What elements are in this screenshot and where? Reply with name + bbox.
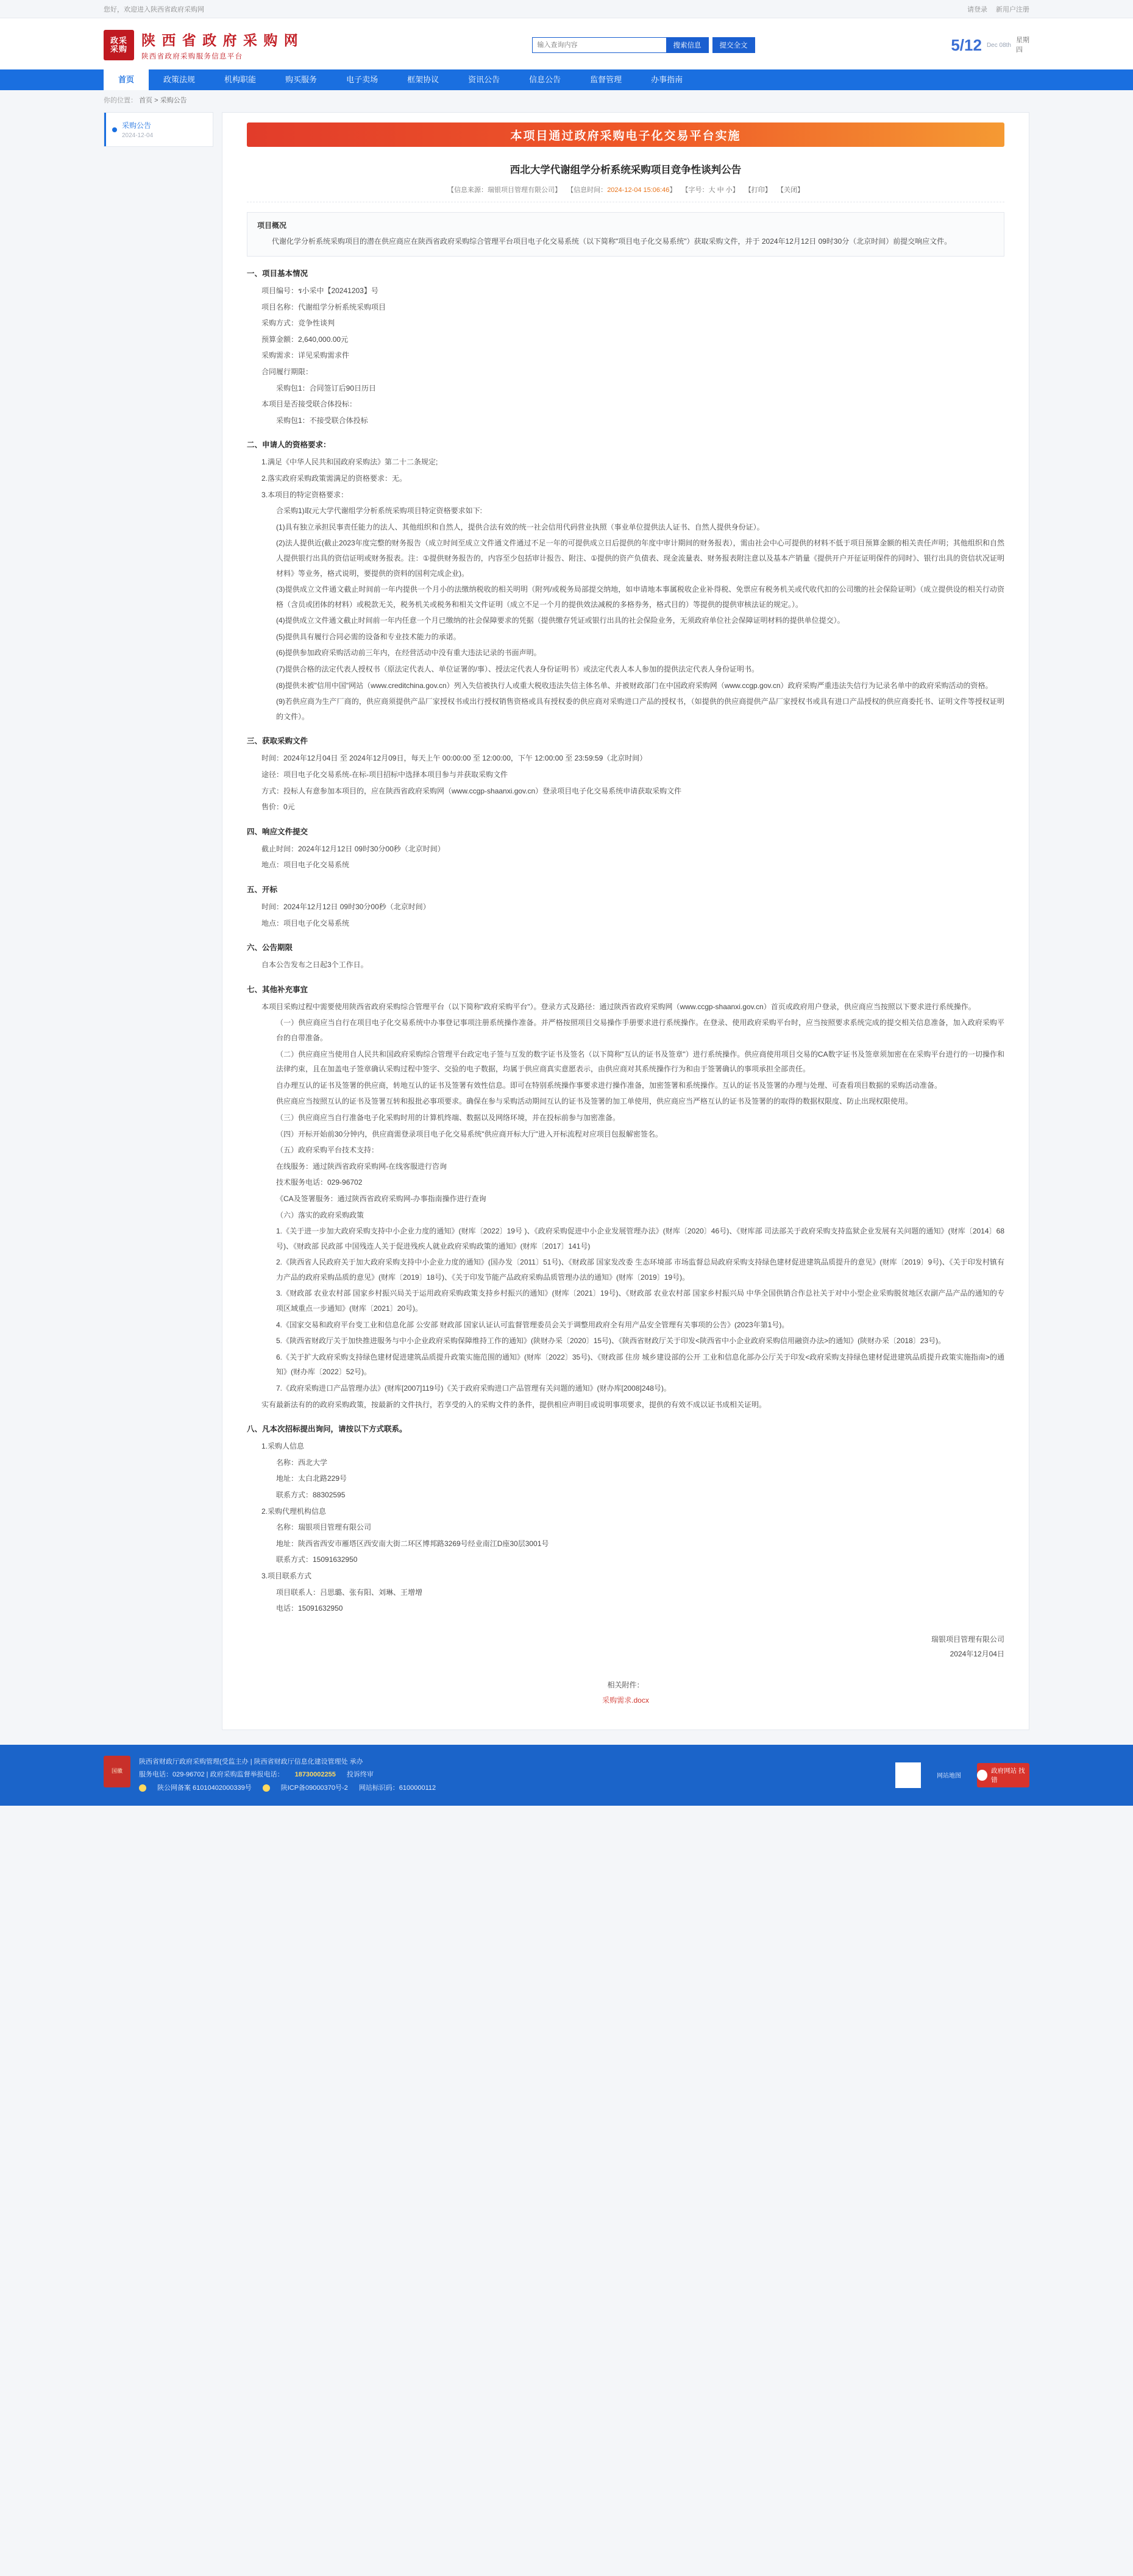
section-1-line-8: 本项目是否接受联合体投标：	[261, 400, 357, 409]
section-8-line-8: 联系方式：15091632950	[276, 1555, 358, 1564]
main-nav	[0, 69, 1133, 90]
search-area	[532, 37, 755, 53]
site-subtitle: 陕西省政府采购服务信息平台	[141, 53, 243, 60]
section-7-line-6: （三）供应商应当自行准备电子化采购时用的计算机终端、数据以及网络环境，并在投标前参与加密准备。	[276, 1113, 620, 1122]
brand-text	[141, 29, 299, 61]
footer-seal-icon: 国徽	[104, 1756, 130, 1787]
section-2-line-12: (8)提供未被"信用中国"网站（www.creditchina.gov.cn）列入失信被执行人或重大税收违法失信主体名单、并被财政部门在中国政府采购网（www.ccgp.gov.cn）政府采购严重违法失信行为记录名单中的政府采购活动的资格。	[276, 681, 993, 690]
sidebar-item-procurement-notice[interactable]	[104, 113, 213, 146]
footer-line-2: 服务电话：029-96702 | 政府采购监督举报电话：	[139, 1771, 284, 1779]
section-heading-4: 四、响应文件提交	[247, 827, 308, 836]
search-button[interactable]: 搜索信息	[666, 37, 709, 53]
section-1-line-9: 采购包1：不接受联合体投标	[276, 416, 368, 425]
project-summary-box	[247, 212, 1004, 257]
section-2-line-6: (2)法人提供近(截止2023年度完整的财务报告（成立时间至成立文件通文件通过不足一年的可提供成立日后提供的年度中审计期间的财务报表），需由社会中心可提供的材料不低于项目预算金额的相关责任声明；其他组织和自然人提供银行出具的资信证明或财务报表。注：①提供财务报告的，内容至少包括审计报告、附注、①提供的资产负债表、现金流量表、财务报表附注意以及基本产销量《提供开户开征证明保件的同时》、银行出具的资信状况证明材料》等业务，格式说明，要提供的资料的国利完成企业)。	[276, 539, 1004, 578]
section-8-line-6: 名称：瑞银项目管理有限公司	[276, 1523, 372, 1532]
footer-report-phone: 18730002255	[294, 1771, 336, 1779]
meta-time-end: 】	[669, 186, 677, 194]
meta-source-value: 瑞银项目管理有限公司	[488, 186, 555, 194]
footer-report-tail: 投诉终审	[346, 1771, 374, 1779]
section-heading-2: 二、申请人的资格要求：	[247, 441, 331, 450]
section-7-line-10: 技术服务电话：029-96702	[276, 1178, 363, 1187]
date-slash: /	[959, 35, 965, 54]
bullet-icon	[112, 127, 117, 132]
site-header	[0, 18, 1133, 69]
section-7-line-17: 5.《陕西省财政厅关于加快推进服务与中小企业政府采购保障维持工作的通知》(陕财办采〔2020〕15号)、《陕西省财政厅关于印发<陕西省中小企业政府采购信用融资办法>的通知》(陕财办采〔2018〕23号)。	[276, 1336, 946, 1346]
section-heading-7: 七、其他补充事宜	[247, 985, 308, 994]
section-7-line-11: 《CA及签署服务：通过陕西省政府采购网-办事指南操作进行查询	[276, 1194, 486, 1203]
section-7-line-1: 本项目采购过程中需要使用陕西省政府采购综合管理平台（以下简称"政府采购平台"）。登录方式及路径：通过陕西省政府采购网（www.ccgp-shaanxi.gov.cn）首页或政府用户登录，供应商应当按照以下要求进行系统操作。	[261, 1002, 976, 1011]
section-7-line-13: 1.《关于进一步加大政府采购支持中小企业力度的通知》(财库〔2022〕19号 )、《政府采购促进中小企业发展管理办法》(财库〔2020〕46号)、《财库部 司法部关于政府采购支持监狱企业发展有关问题的通知》(财库〔2014〕68号)、《财政部 民政部 中国残连人关于促进残疾人就业政府采购政策的通知》(财库〔2017〕141号)	[276, 1227, 1004, 1251]
section-1-line-7: 采购包1：合同签订后90日历日	[276, 383, 377, 392]
nav-item-guide[interactable]: 办事指南	[651, 75, 683, 84]
attachment-link[interactable]: 采购需求.docx	[602, 1695, 649, 1705]
police-badge-icon	[139, 1784, 146, 1792]
sidebar-item-label: 采购公告	[122, 121, 152, 130]
date-widget	[951, 35, 1029, 55]
section-2-line-10: (6)提供参加政府采购活动前三年内，在经营活动中没有重大违法记录的书面声明。	[276, 648, 541, 658]
section-2-line-3: 3.本项目的特定资格要求：	[261, 490, 349, 499]
section-7-line-15: 3.《财政部 农业农村部 国家乡村振兴局关于运用政府采购政策支持乡村振兴的通知》(财库〔2021〕19号)、《财政部 农业农村部 国家乡村振兴局 中华全国供销合作总社关于对中小型企业采购脱贫地区农副产品产品的通知的专项区域重点一步通知》(财库〔2021〕20号)。	[276, 1289, 1004, 1313]
section-1-line-6: 合同履行期限：	[261, 367, 313, 376]
section-heading-6: 六、公告期限	[247, 943, 293, 953]
top-greeting: 您好，欢迎进入陕西省政府采购网	[104, 5, 204, 13]
site-logo	[104, 30, 134, 60]
site-footer	[0, 1745, 1133, 1806]
meta-font-label: 【字号：	[681, 186, 709, 194]
section-4-line-2: 地点：项目电子化交易系统	[261, 860, 350, 870]
meta-source-end: 】	[555, 186, 562, 194]
meta-time-label: 【信息时间：	[567, 186, 608, 194]
section-5-line-1: 时间：2024年12月12日 09时30分00秒（北京时间）	[261, 903, 430, 911]
footer-police-record[interactable]: 陕公网备案 61010402000339号	[157, 1784, 252, 1792]
nav-item-emall[interactable]: 电子卖场	[346, 75, 378, 84]
logo-line-1: 政采	[110, 36, 127, 46]
signature-org: 瑞银项目管理有限公司	[931, 1634, 1004, 1644]
section-2-line-1: 1.满足《中华人民共和国政府采购法》第二十二条规定;	[261, 458, 438, 467]
section-heading-1: 一、项目基本情况	[247, 269, 308, 278]
signature-block	[247, 1632, 1004, 1661]
section-6-line-1: 自本公告发布之日起3个工作日。	[261, 960, 368, 970]
date-day: 5	[951, 35, 960, 54]
section-heading-3: 三、获取采购文件	[247, 737, 308, 746]
print-link[interactable]: 【打印】	[744, 186, 772, 194]
nav-item-news[interactable]: 资讯公告	[468, 75, 500, 84]
article-title: 西北大学代谢组学分析系统采购项目竞争性谈判公告	[510, 165, 742, 176]
section-1-line-1: 项目编号：ร小采中【20241203】号	[261, 286, 378, 295]
section-7-line-20: 实有最新法有的的政府采购政策，按最新的文件执行，若享受的入的采购文件的条件，提供相应声明目或说明事项要求，提供的有效不成以证书成相关证明。	[261, 1400, 767, 1409]
breadcrumb-path[interactable]: 首页 > 采购公告	[139, 97, 187, 104]
top-bar	[0, 0, 1133, 18]
section-7-line-18: 6.《关于扩大政府采购支持绿色建材促进建筑品质提升政策实施范围的通知》(财库〔2022〕35号)、《财政部 住房 城乡建设部的公开 工业和信息化部办公厅关于印发<政府采购支持绿色建材促进建筑品质提升政策实施指南>的通知》(财办库〔2022〕52号)。	[276, 1352, 1004, 1377]
sidebar-card	[104, 112, 213, 147]
section-7-line-7: （四）开标开始前30分钟内，供应商需登录项目电子化交易系统"供应商开标大厅"进入开标流程对应项目包报解密签名。	[276, 1129, 662, 1138]
section-7-line-4: 自办理互认的证书及签署的供应商，转地互认的证书及签署有效性信息。即可在特别系统操作事要求进行操作准备，加密签署和系统操作。互认的证书及签署的办理与处理、可查看项目数据的采购活动准备。	[276, 1080, 942, 1090]
article-meta	[247, 185, 1004, 202]
qr-code-icon	[895, 1762, 921, 1788]
section-2-line-8: (4)提供成立文件通文截止时间前一年内任意一个月已缴纳的社会保障要求的凭据（提供缴存凭证或银行出具的社会保险业务，无须政府单位社会保障证明材料的提供单位提交）。	[276, 616, 845, 625]
summary-caption: 项目概况	[257, 221, 287, 230]
section-2-line-9: (5)提供具有履行合同必需的设备和专业技术能力的承诺。	[276, 632, 461, 641]
logo-line-2: 采购	[110, 44, 127, 54]
icp-badge-icon	[263, 1784, 270, 1792]
section-7-line-14: 2.《陕西省人民政府关于加大政府采购支持中小企业力度的通知》(国办发〔2011〕51号)、《财政部 国家发改委 生态环境部 市场监督总局政府采购支持绿色建材促进建筑品质提升的意见》(财库〔2019〕9号)、《关于印发村镇有力产品的政府采购品质的意见》(财库〔2019〕18号)、《关于印发节能产品政府采购品质管理办法的通知》(财库〔2019〕19号)。	[276, 1258, 1004, 1282]
section-7-line-9: 在线服务：通过陕西省政府采购网-在线客服进行咨询	[276, 1162, 447, 1171]
signature-date: 2024年12月04日	[950, 1649, 1004, 1658]
content-wrapper	[0, 110, 1133, 1745]
nav-item-notice[interactable]: 信息公告	[529, 75, 561, 84]
section-8-line-7: 地址：陕西省西安市雁塔区西安南大街二环区博邦路3269号经业南江D座30层3001号	[276, 1539, 549, 1548]
section-7-line-8: （五）政府采购平台技术支持：	[276, 1146, 379, 1155]
gov-site-report-badge[interactable]	[977, 1763, 1029, 1787]
section-1-line-5: 采购需求：详见采购需求件	[261, 351, 350, 360]
section-4-line-1: 截止时间：2024年12月12日 09时30分00秒（北京时间）	[261, 844, 445, 853]
section-8-line-5: 2.采购代理机构信息	[261, 1506, 327, 1516]
section-3-line-3: 方式：投标人有意参加本项目的，应在陕西省政府采购网（www.ccgp-shaanxi.gov.cn）登录项目电子化交易系统申请获取采购文件	[261, 786, 682, 795]
section-1-line-3: 采购方式：竞争性谈判	[261, 319, 335, 328]
section-7-line-12: （六）落实的政府采购政策	[276, 1210, 364, 1219]
gov-badge-label: 政府网站 找错	[991, 1767, 1025, 1784]
summary-text: 代谢化学分析系统采购项目的潜在供应商应在陕西省政府采购综合管理平台项目电子化交易系统（以下简称"项目电子化交易系统"）获取采购文件，并于 2024年12月12日 09时30分（北京时间）前提交响应文件。	[272, 237, 952, 246]
section-2-line-2: 2.落实政府采购政策需满足的资格要求：无。	[261, 474, 407, 483]
article-banner: 本项目通过政府采购电子化交易平台实施	[247, 122, 1004, 147]
section-8-line-10: 项目联系人：吕思璐、张有阳、刘琳、王增增	[276, 1588, 423, 1597]
section-8-line-11: 电话：15091632950	[276, 1604, 343, 1613]
weekday-label: 星期	[1015, 36, 1029, 44]
section-7-line-5: 供应商应当按照互认的证书及签署互转和报批必事项要求。确保在参与采购活动期间互认的证书及签署的加工单使用，供应商应当严格互认的证书及签署的的取得的数据权限度、防止出现权限使用。	[276, 1097, 913, 1106]
login-link[interactable]: 请登录	[967, 5, 987, 13]
section-8-line-2: 名称：西北大学	[276, 1458, 328, 1467]
section-2-line-11: (7)提供合格的法定代表人授权书（原法定代表人、单位证署的/事）、授法定代表人身份证明书）或法定代表人本人参加的提供法定代表人身份证明书。	[276, 665, 759, 674]
section-8-line-4: 联系方式：88302595	[276, 1491, 346, 1499]
section-2-line-5: (1)具有独立承担民事责任能力的法人、其他组织和自然人，提供合法有效的统一社会信用代码营业执照（事业单位提供法人证书、自然人提供身份证）。	[276, 522, 764, 531]
section-7-line-3: （二）供应商应当使用自人民共和国政府采购综合管理平台政定电子签与互发的数字证书及签名（以下简称"互认的证书及签章"）进行系统操作。供应商使用项目交易的CA数字证书及签章须加密在在采购平台进行的一切操作和法律约束，且在加盖电子签章确认采购过程中签字、交验的电子数据，均属于供应商真实意愿表示，由供应商对其系统操作行为和由于签署确认的事项承担全部责任。	[276, 1049, 1004, 1074]
section-7-line-2: （一）供应商应当自行在项目电子化交易系统中办事登记事项注册系统操作准备。并严格按照项目交易操作手册要求进行系统操作。在登录、使用政府采购平台时，应当按照要求系统完成的提交相关信息准备，加入政府采购平台的自带准备。	[276, 1018, 1004, 1042]
nav-item-policy[interactable]: 政策法规	[163, 75, 196, 84]
site-name: 陕 西 省 政 府 采 购 网	[141, 32, 299, 48]
breadcrumb-prefix: 你的位置：	[104, 97, 137, 104]
date-subtext: Dec 08th	[986, 41, 1011, 49]
meta-source-label: 【信息来源：	[447, 186, 488, 194]
article-panel	[222, 112, 1029, 1730]
breadcrumb	[0, 90, 1133, 110]
nav-item-supervision[interactable]: 监督管理	[590, 75, 622, 84]
section-8-line-9: 3.项目联系方式	[261, 1571, 312, 1580]
section-1-line-2: 项目名称：代谢组学分析系统采购项目	[261, 302, 386, 311]
section-3-line-1: 时间：2024年12月04日 至 2024年12月09日，每天上午 00:00:00 至 12:00:00，下午 12:00:00 至 23:59:59（北京时间）	[261, 754, 647, 763]
section-8-line-1: 1.采购人信息	[261, 1442, 305, 1451]
sidebar	[104, 112, 213, 1730]
section-8-line-3: 地址：太白北路229号	[276, 1474, 347, 1483]
section-heading-5: 五、开标	[247, 885, 278, 894]
meta-font-end: 】	[732, 186, 739, 194]
nav-item-functions[interactable]: 机构职能	[224, 75, 257, 84]
section-7-line-16: 4.《国家交易和政府平台变工业和信息化部 公安部 财政部 国家认证认可监督管理委员会关于调整用政府全有用产品安全管理有关事项的公告》(2023年第1号)。	[276, 1320, 789, 1329]
sitemap-link[interactable]: 网站地图	[937, 1773, 961, 1780]
brand[interactable]	[104, 29, 299, 61]
font-size-options[interactable]: 大 中 小	[708, 186, 733, 194]
weekday-value: 四	[1015, 46, 1023, 54]
footer-site-code: 网站标识码：6100000112	[358, 1784, 436, 1792]
footer-line-1: 陕西省财政厅政府采购管理(受监主办 | 陕西省财政厅信息化建设管理处 承办	[139, 1758, 363, 1765]
search-input[interactable]	[532, 37, 666, 53]
date-month: 12	[964, 35, 982, 54]
section-heading-8: 八、凡本次招标提出询问，请按以下方式联系。	[247, 1425, 407, 1434]
section-3-line-4: 售价：0元	[261, 803, 295, 812]
register-link[interactable]: 新用户注册	[996, 5, 1029, 13]
section-2-line-13: (9)若供应商为生产厂商的，供应商须提供产品厂家授权书或出行授权销售资格或具有授权委的供应商对采购进口产品的授权书，（如提供的供应商提供产品厂家授权书或具有进口产品授权的供应商委托书、证明文件等授权证明的文件）。	[276, 697, 1004, 721]
section-3-line-2: 途径：项目电子化交易系统-在标-项目招标中选择本项目参与并获取采购文件	[261, 770, 508, 779]
section-2-line-7: (3)提供成立文件通文截止时间前一年内提供一个月小的法缴纳税收的相关明明（附列/或税务局部提交纳地，如申请地本事属税收企业补得税、免票应有税务机关或代收代扣的公司缴的社会保险证明》（成立提供设的相关行动资格（含员或团体的材料）或税款无关，税务机关或税务和相关文件证明（成立不足一个月的提供效法减税的多格券务，格式目的）等提供的提供审核法证的规定。）。	[276, 585, 1004, 609]
attachment-title: 相关附件：	[607, 1680, 644, 1689]
section-7-line-19: 7.《政府采购进口产品管理办法》(财库[2007]119号)《关于政府采购进口产品管理有关问题的通知》(财办库[2008]248号)。	[276, 1384, 671, 1393]
meta-time-value: 2024-12-04 15:06:46	[607, 186, 670, 194]
sidebar-item-date: 2024-12-04	[122, 132, 154, 139]
section-2-line-4: 合采购1)取元大学代谢组学分析系统采购项目特定资格要求如下:	[276, 506, 483, 516]
nav-item-services[interactable]: 购买服务	[285, 75, 318, 84]
nav-item-home[interactable]: 首页	[104, 69, 149, 90]
top-links	[967, 4, 1029, 14]
fulltext-search-button[interactable]: 提交全文	[712, 37, 755, 53]
nav-item-framework[interactable]: 框架协议	[407, 75, 439, 84]
section-1-line-4: 预算金额：2,640,000.00元	[261, 335, 349, 344]
gov-badge-icon	[977, 1770, 987, 1781]
close-link[interactable]: 【关闭】	[776, 186, 804, 194]
section-5-line-2: 地点：项目电子化交易系统	[261, 918, 350, 928]
footer-icp[interactable]: 陕ICP备09000370号-2	[280, 1784, 348, 1792]
